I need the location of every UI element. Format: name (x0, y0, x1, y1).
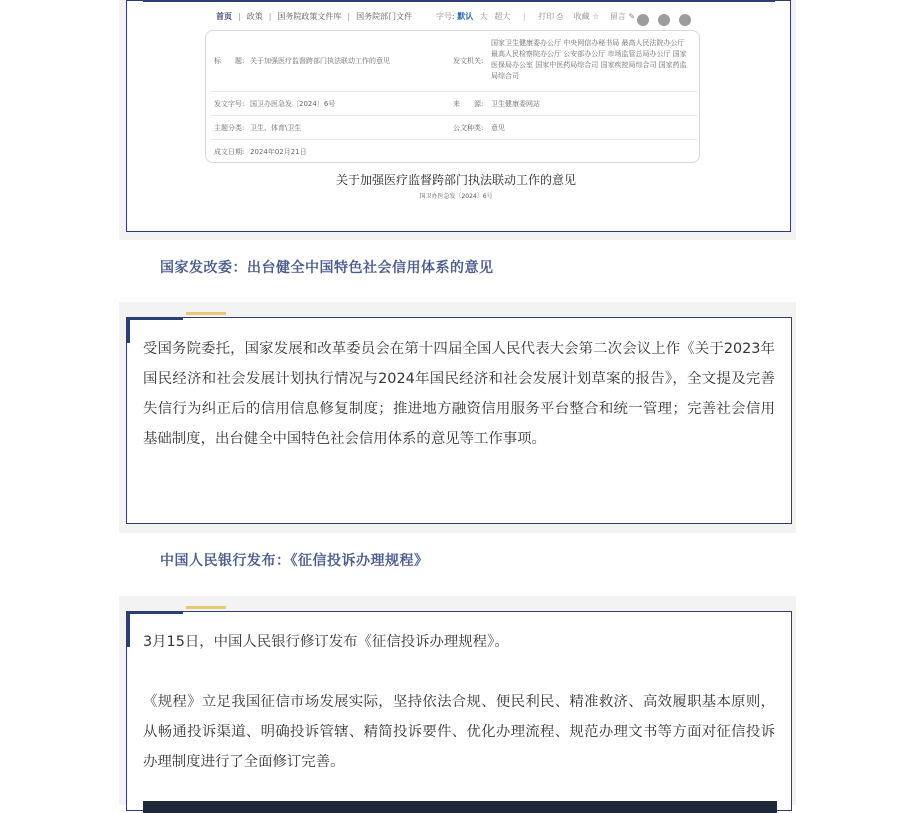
docno-label: 发文字号: (214, 100, 245, 108)
info-divider (210, 139, 697, 140)
document-title: 关于加强医疗监督跨部门执法联动工作的意见 (335, 173, 576, 187)
share-icons (633, 9, 691, 28)
accent-bar-top (126, 317, 183, 320)
decorative-dash (186, 606, 226, 609)
comment-button[interactable]: 留言 (609, 12, 626, 21)
breadcrumb-policy[interactable]: 政策 (246, 12, 263, 21)
top-screenshot-card (126, 0, 791, 232)
breadcrumb-policy-library[interactable]: 国务院政策文件库 (277, 12, 342, 21)
issuer-value-line-2: 最高人民检察院办公厅 公安部办公厅 市场监管总局办公厅 国家 (491, 50, 687, 58)
topic-value: 卫生、体育\卫生 (250, 124, 302, 132)
article-box-pboc (126, 611, 792, 811)
title-label: 标 题: (214, 57, 245, 65)
print-button[interactable]: 打印 (538, 12, 555, 21)
type-value: 意见 (491, 124, 505, 132)
info-divider (210, 91, 697, 92)
source-label: 来 源: (453, 100, 484, 108)
title-value: 关于加强医疗监督跨部门执法联动工作的意见 (250, 57, 390, 65)
favorite-button[interactable]: 收藏 (573, 12, 590, 21)
font-size-xlarge[interactable]: 超大 (494, 12, 511, 21)
document-number: 国卫办医急发〔2024〕6号 (419, 193, 493, 200)
article-paragraph: 《规程》立足我国征信市场发展实际，坚持依法合规、便民利民、精准救济、高效履职基本原则，从畅通投诉渠道、明确投诉管辖、精简投诉要件、优化办理流程、规范办理文书等方面对征信投诉办理制度进行了全面修订完善。 (143, 694, 775, 770)
decorative-dash (186, 312, 226, 315)
section-heading-pboc: 中国人民银行发布：《征信投诉办理规程》 (160, 553, 429, 569)
topic-label: 主题分类: (214, 124, 245, 132)
favorite-share-icon[interactable] (679, 14, 691, 26)
docno-value: 国卫办医急发〔2024〕6号 (250, 100, 336, 108)
font-size-default[interactable]: 默认 (457, 12, 474, 21)
accent-bar-top (126, 611, 183, 614)
breadcrumb-home[interactable]: 首页 (216, 12, 232, 21)
pen-icon: ✎ (625, 12, 636, 21)
issuer-value-line-4: 局综合司 (491, 72, 519, 80)
page-toolbar: 字号: 默认 大 超大 | 打印 ⎙ 收藏 ☆ 留言 ✎ (436, 12, 636, 21)
breadcrumb: 首页 | 政策 | 国务院政策文件库 | 国务院部门文件 (216, 12, 413, 21)
type-label: 公文种类: (453, 124, 484, 132)
top-rule (143, 1, 775, 2)
breadcrumb-department-docs[interactable]: 国务院部门文件 (356, 12, 413, 21)
date-value: 2024年02月21日 (250, 148, 307, 156)
font-size-large[interactable]: 大 (479, 12, 488, 21)
accent-bar-left (126, 317, 130, 343)
date-label: 成文日期: (214, 148, 245, 156)
article-image (143, 801, 777, 813)
document-info-table (205, 30, 700, 163)
font-size-label: 字号: (436, 12, 455, 21)
source-value: 卫生健康委网站 (491, 100, 540, 108)
info-divider (210, 115, 697, 116)
issuer-label: 发文机关: (453, 57, 484, 65)
wechat-share-icon[interactable] (637, 14, 649, 26)
issuer-value-line-3: 医保局办公室 国家中医药局综合司 国家疾控局综合司 国家药监 (491, 61, 687, 69)
article-paragraph: 3月15日，中国人民银行修订发布《征信投诉办理规程》。 (143, 634, 509, 650)
weibo-share-icon[interactable] (658, 14, 670, 26)
article-paragraph: 受国务院委托，国家发展和改革委员会在第十四届全国人民代表大会第二次会议上作《关于2023年国民经济和社会发展计划执行情况与2024年国民经济和社会发展计划草案的报告》，全文提及完善失信行为纠正后的信用信息修复制度；推进地方融资信用服务平台整合和统一管理；完善社会信用基础制度，出台健全中国特色社会信用体系的意见等工作事项。 (143, 341, 775, 447)
print-icon: ⎙ (554, 12, 564, 21)
accent-bar-left (126, 611, 130, 647)
issuer-value-line-1: 国家卫生健康委办公厅 中央网信办秘书局 最高人民法院办公厅 (491, 39, 685, 47)
star-icon: ☆ (589, 12, 600, 21)
section-heading-ndrc: 国家发改委：出台健全中国特色社会信用体系的意见 (160, 260, 494, 276)
article-box-ndrc (126, 317, 792, 524)
